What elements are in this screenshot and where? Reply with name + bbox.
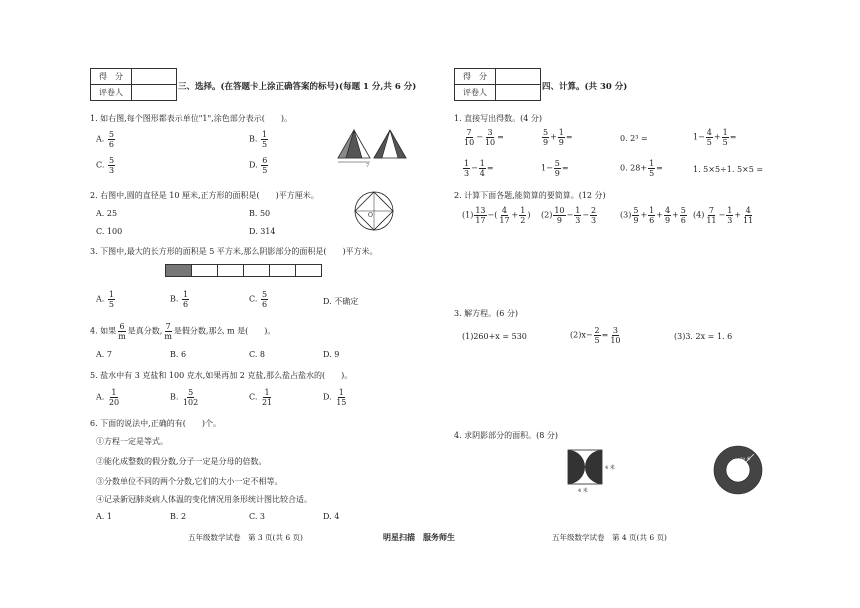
option-label: B. (249, 134, 258, 144)
q1-figure-label: 7 (366, 163, 370, 169)
right-page-footer: 五年级数学试卷 第 4 页(共 6 页) (552, 533, 667, 542)
option-label: D. (249, 160, 258, 170)
option-label: B. (170, 392, 179, 402)
option-label: C. (96, 160, 105, 170)
p1-expr-8: 1. 5×5÷1. 5×5 = (693, 165, 764, 174)
option-label: A. (96, 392, 105, 402)
fraction: $\frac{1}{15}$ (336, 388, 347, 407)
p1-expr-4: 1− $\frac{4}{5}$ + $\frac{1}{5}$ = (693, 128, 737, 147)
fraction: $\frac{5}{6}$ (261, 290, 268, 309)
q2-option-b[interactable]: B. 50 (249, 209, 271, 218)
reviewer-blank (496, 85, 541, 101)
p2-expr-1: (1) $\frac{13}{17}$ −( $\frac{4}{17}$ + $\frac{1}{2}$ ) (462, 206, 531, 225)
q2-center-label: O (368, 212, 373, 219)
q6-stem: 6. 下面的说法中,正确的有( )个。 (90, 419, 221, 428)
option-label: D. (323, 392, 332, 402)
fraction: $\frac{6}{m}$ (118, 322, 126, 341)
q5-stem: 5. 盐水中有 3 克盐和 100 克水,如果再加 2 克盐,那么盐占盐水的( )。 (90, 371, 353, 380)
q3-option-d[interactable]: D. 不确定 (323, 297, 359, 306)
q2-stem: 2. 右图中,圆的直径是 10 厘米,正方形的面积是( )平方厘米。 (90, 191, 319, 200)
section-title-calc: 四、计算。(共 30 分) (542, 82, 628, 92)
q6-statement-1: ①方程一定是等式。 (96, 437, 168, 446)
p1-expr-2: $\frac{5}{9}$ + $\frac{1}{9}$ = (543, 128, 573, 147)
p2-expr-4: (4) $\frac{7}{11}$ − $\frac{1}{3}$ + $\frac{4}{11}$ (693, 206, 754, 225)
p1-expr-3: 0. 2³ = (620, 134, 648, 143)
q6-option-c[interactable]: C. 3 (249, 512, 266, 521)
q3-rectangle-bar (165, 264, 322, 277)
option-label: C. (249, 294, 258, 304)
q4-option-b[interactable]: B. 6 (170, 350, 187, 359)
p3-equation-1: (1)260+x = 530 (462, 332, 527, 341)
q3-cell (244, 265, 270, 276)
option-label: A. (96, 134, 105, 144)
p2-expr-2: (2) $\frac{10}{9}$ − $\frac{1}{3}$ − $\frac{2}{3}$ (541, 206, 597, 225)
q2-option-c[interactable]: C. 100 (96, 227, 123, 236)
left-page-footer: 五年级数学试卷 第 3 页(共 6 页) (188, 533, 303, 542)
q2-circle-square-figure (353, 190, 395, 232)
option-label: B. (170, 294, 179, 304)
q5-option-b[interactable] (170, 388, 200, 407)
q2-option-d[interactable]: D. 314 (249, 227, 276, 236)
q6-statement-2: ②能化成整数的假分数,分子一定是分母的倍数。 (96, 457, 267, 466)
q3-cell (270, 265, 296, 276)
p1-expr-6: 1− $\frac{5}{9}$ = (541, 159, 569, 178)
q1-option-c[interactable] (96, 156, 116, 175)
p4-ring-figure (712, 444, 764, 496)
p1-expr-7: 0. 28+ $\frac{1}{5}$ = (620, 159, 663, 178)
q3-option-a[interactable] (96, 290, 116, 309)
score-blank (132, 69, 177, 85)
fraction: $\frac{5}{3}$ (108, 156, 115, 175)
q3-stem: 3. 下图中,最大的长方形的面积是 5 平方米,那么阴影部分的面积是( )平方米。 (90, 247, 378, 256)
fraction: $\frac{7}{m}$ (164, 322, 172, 341)
scan-watermark-text: 明星扫描 服务师生 (383, 532, 455, 542)
score-label: 得 分 (91, 69, 132, 85)
q3-option-b[interactable] (170, 290, 190, 309)
q3-cell (218, 265, 244, 276)
q6-option-a[interactable]: A. 1 (96, 512, 112, 521)
reviewer-label: 评卷人 (455, 85, 496, 101)
q4-option-a[interactable]: A. 7 (96, 350, 112, 359)
q3-shaded-cell (166, 265, 192, 276)
q6-option-b[interactable]: B. 2 (170, 512, 187, 521)
reviewer-blank (132, 85, 177, 101)
score-table-left (90, 68, 177, 101)
q3-cell (296, 265, 321, 276)
q4-option-c[interactable]: C. 8 (249, 350, 266, 359)
p3-equation-2: (2)x− $\frac{2}{5}$ = $\frac{3}{10}$ (570, 326, 621, 345)
fraction: $\frac{5}{6}$ (108, 130, 114, 149)
p3-equation-3: (3)3. 2x = 1. 6 (674, 332, 733, 341)
q5-option-c[interactable] (249, 388, 274, 407)
fraction: $\frac{1}{21}$ (261, 388, 273, 407)
q4-option-d[interactable]: D. 9 (323, 350, 340, 359)
q2-option-a[interactable]: A. 25 (96, 209, 118, 218)
q6-statement-4: ④记录新冠肺炎病人体温的变化情况用条形统计图比较合适。 (96, 495, 312, 504)
fraction: $\frac{1}{6}$ (182, 290, 189, 309)
p2-expr-3: (3) $\frac{5}{9}$ + $\frac{1}{6}$ + $\frac{4}{9}$ + $\frac{5}{6}$ (620, 206, 686, 225)
p4-title: 4. 求阴影部分的面积。(8 分) (454, 431, 559, 440)
fraction: $\frac{5}{102}$ (182, 388, 199, 407)
p3-title: 3. 解方程。(6 分) (454, 309, 519, 318)
fraction: $\frac{1}{5}$ (261, 130, 268, 149)
q1-stem: 1. 如右图,每个图形都表示单位"1",涂色部分表示( )。 (90, 114, 292, 123)
q5-option-a[interactable] (96, 388, 121, 407)
p2-title: 2. 计算下面各题,能简算的要简算。(12 分) (454, 191, 606, 200)
q3-option-c[interactable] (249, 290, 269, 309)
reviewer-label: 评卷人 (91, 85, 132, 101)
q1-triangles-figure (336, 128, 410, 168)
fraction: $\frac{1}{5}$ (108, 290, 114, 309)
p4-ring-label: 10 米 (740, 456, 751, 461)
p4-bottom-label: 4 米 (578, 488, 588, 494)
q1-option-a[interactable] (96, 130, 116, 149)
option-label: C. (249, 392, 258, 402)
q5-option-d[interactable] (323, 388, 348, 407)
p1-expr-5: $\frac{1}{3}$ − $\frac{1}{4}$ = (464, 159, 494, 178)
p1-title: 1. 直接写出得数。(4 分) (454, 114, 543, 123)
score-blank (496, 69, 541, 85)
score-table-right (454, 68, 541, 101)
q1-option-d[interactable] (249, 156, 269, 175)
q1-option-b[interactable] (249, 130, 269, 149)
q4-stem: 4. 如果 $\frac{6}{m}$ 是真分数, $\frac{7}{m}$ 是假分数,那么 m 是( )。 (90, 322, 276, 341)
p4-side-label: 4 米 (605, 465, 615, 471)
q6-option-d[interactable]: D. 4 (323, 512, 340, 521)
q3-cell (192, 265, 218, 276)
p4-square-shaded-figure (568, 450, 638, 496)
section-title-choice: 三、选择。(在答题卡上涂正确答案的标号)(每题 1 分,共 6 分) (178, 82, 417, 92)
fraction: $\frac{1}{20}$ (108, 388, 120, 407)
fraction: $\frac{6}{5}$ (262, 156, 268, 175)
score-label: 得 分 (455, 69, 496, 85)
q6-statement-3: ③分数单位不同的两个分数,它们的大小一定不相等。 (96, 477, 283, 486)
option-label: A. (96, 294, 105, 304)
p1-expr-1: $\frac{7}{10}$ − $\frac{3}{10}$ = (464, 128, 504, 147)
